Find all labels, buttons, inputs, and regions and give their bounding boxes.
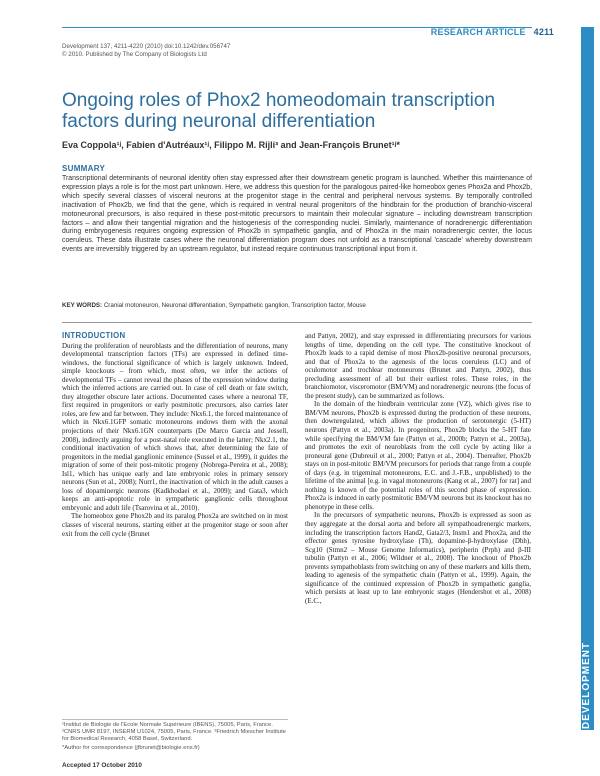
- summary-heading: SUMMARY: [62, 164, 106, 173]
- keywords: [62, 302, 532, 309]
- intro-paragraph: During the proliferation of neuroblasts and the differentiation of neurons, many developmental transcription factors (TFs) are expressed in defined time-windows, the functional significance of which is largely unknown. Indeed, simple knockouts – from which, most often, we infer the actions of developmental TFs – cannot reveal the phases of the expression window during which the inferred actions are carried out. In case of cell death or fate switch, they altogether obscure later actions. Documented cases where a neuronal TF, first required in progenitors or early postmitotic precursors, also carries later roles, are few and far between. They include: Nkx6.1, the forced maintenance of which in Nkx6.1GFP somatic motoneurons endows them with the axonal projections of their Nkx6.1GN counterparts (De Marco Garcia and Jessell, 2008), indirectly arguing for a post-natal role executed in the latter; Nkx2.1, the conditional inactivation of which shows that, after determining the fate of progenitors in the medial ganglionic eminence (Sussel et al., 1999), it guides the migration of some of their post-mitotic progeny (Nobrega-Pereira et al., 2008); Isl1, which has unique early and late embryonic roles in primary sensory neurons (Sun et al., 2008); Nurr1, the inactivation of which in the adult causes a loss of dopaminergic neurons (Kadkhodaei et al., 2009); and Gata3, which keeps an anti-apoptotic role in sympathetic ganglionic cells throughout embryonic and adult life (Tsarovina et al., 2010).: [62, 341, 288, 512]
- citation-line: Development 137, 4211-4220 (2010) doi:10.1242/dev.056747: [62, 43, 231, 50]
- section-label: RESEARCH ARTICLE: [430, 27, 526, 37]
- article-title: Ongoing roles of Phox2 homeodomain transcription factors during neuronal differentiation: [62, 90, 496, 132]
- footnote-rule: [62, 719, 288, 720]
- left-column: [62, 332, 288, 538]
- intro-paragraph: The homeobox gene Phox2b and its paralog Phox2a are switched on in most classes of visceral neurons, starting either at the progenitor stage or soon after exit from the cell cycle (Brunet: [62, 512, 288, 538]
- affiliation-line: ¹Institut de Biologie de l'Ecole Normale Supérieure (IBENS), 75005, Paris, France.: [62, 722, 273, 728]
- journal-sidebar: [581, 27, 594, 730]
- summary-text: Transcriptional determinants of neuronal identity often stay expressed after their downstream genetic program is launched. Whether this maintenance of expression plays a role is for the most part unknown. Here, we address this question for the paralogous paired-like homeobox genes Phox2a and Phox2b, which specify several classes of visceral neurons at the progenitor stage in the central and peripheral nervous systems. By temporally controlled inactivation of Phox2b, we find that the gene, which is required in ventral neural progenitors of the hindbrain for the production of branchio-visceral motoneuronal precursors, is also required in these post-mitotic precursors to maintain their molecular signature – including downstream transcription factors – and allow their tangential migration and the histogenesis of the corresponding nuclei. Similarly, maintenance of noradrenergic differentiation during embryogenesis requires ongoing expression of Phox2b in sympathetic ganglia, and of Phox2a in the main noradrenergic center, the locus coeruleus. These data illustrate cases where the neuronal differentiation program does not unfold as a transcriptional 'cascade' whereby downstream events are irreversibly triggered by an upstream regulator, but instead require continuous transcriptional input from it.: [62, 175, 532, 254]
- running-header: [431, 27, 554, 37]
- keywords-text: Cranial motoneuron, Neuronal differentiation, Sympathetic ganglion, Transcription factor, Mouse: [103, 302, 366, 309]
- journal-sidebar-label: DEVELOPMENT: [581, 641, 592, 729]
- copyright-line: © 2010. Published by The Company of Biologists Ltd: [62, 51, 207, 58]
- author-list: Eva Coppola¹ʲ, Fabien d'Autréaux¹ʲ, Filippo M. Rijli³ and Jean-François Brunet¹ʲ*: [62, 140, 400, 150]
- section-divider: [62, 322, 532, 323]
- body-paragraph: In the precursors of sympathetic neurons, Phox2b is expressed as soon as they aggregate at the dorsal aorta and before all sympathoadrenergic markers, including the transcription factors Hand2, Gata2/3, Insm1 and Phox2a, and the effector genes tyrosine hydroxylase (Th), dopamine-β-hydroxylase (Dbh), Scg10 (Stmn2 – Mouse Genome Informatics), peripherin (Prph) and β-III tubulin (Pattyn et al., 2006; Wildner et al., 2008). The knockout of Phox2b prevents sympathoblasts from switching on any of these markers and kills them, leading to agenesis of the sympathetic chain (Pattyn et al., 1999). Again, the significance of the continued expression of Phox2b in sympathetic ganglia, which persists at least up to late embryonic stages (Hendershot et al., 2008) (E.C.,: [305, 511, 531, 605]
- accepted-date: Accepted 17 October 2010: [62, 762, 142, 769]
- keywords-label: KEY WORDS:: [62, 302, 103, 309]
- citation-meta: [62, 43, 230, 59]
- correspondence-line: *Author for correspondence (jfbrunet@biologie.ens.fr): [62, 745, 200, 751]
- body-paragraph: In the domain of the hindbrain ventricular zone (VZ), which gives rise to BM/VM neurons, Phox2b is expressed during the production of these neurons, then downregulated, which allows the production of serotonergic (5-HT) neurons (Pattyn et al., 2003a). In progenitors, Phox2b blocks the 5-HT fate while specifying the BM/VM fate (Pattyn et al., 2000b; Pattyn et al., 2003a), and promotes the exit of neuroblasts from the cell cycle by acting like a proneural gene (Dubreuil et al., 2000; Pattyn et al., 2004). Thereafter, Phox2b stays on in post-mitotic BM/VM precursors for periods that range from a couple of days (e.g. in trigeminal motoneurons, E.C. and J.-F.B., unpublished) to the lifetime of the animal [e.g. in vagal motoneurons (Kang et al., 2007) for rat] and nothing is known of the potential roles of this second phase of expression. Phox2a is induced in early postmitotic BM/VM neurons but its knockout has no phenotype in these cells.: [305, 400, 531, 511]
- intro-heading: INTRODUCTION: [62, 331, 126, 340]
- page-number: 4211: [533, 27, 554, 37]
- right-column: [305, 332, 531, 606]
- affiliations: [62, 722, 288, 752]
- body-paragraph: and Pattyn, 2002), and stay expressed in differentiating precursors for various lengths of time, depending on the cell type. The constitutive knockout of Phox2b leads to a rapid demise of most Phox2b-positive neuronal precursors, and that of Phox2a to the agenesis of the locus coeruleus (LC) and of oculomotor and trochlear motoneurons (Brunet and Pattyn, 2002), thus precluding assessment of all but their earliest roles. These roles, in the branchiomotor, visceromotor (BM/VM) and noradrenergic neurons (the focus of the present study), can be summarized as follows.: [305, 332, 531, 400]
- affiliation-line: ²CNRS UMR 8197, INSERM U1024, 75005, Paris, France. ³Friedrich Miescher Institute for Biomedical Research, 4058 Basel, Switzerland.: [62, 729, 286, 742]
